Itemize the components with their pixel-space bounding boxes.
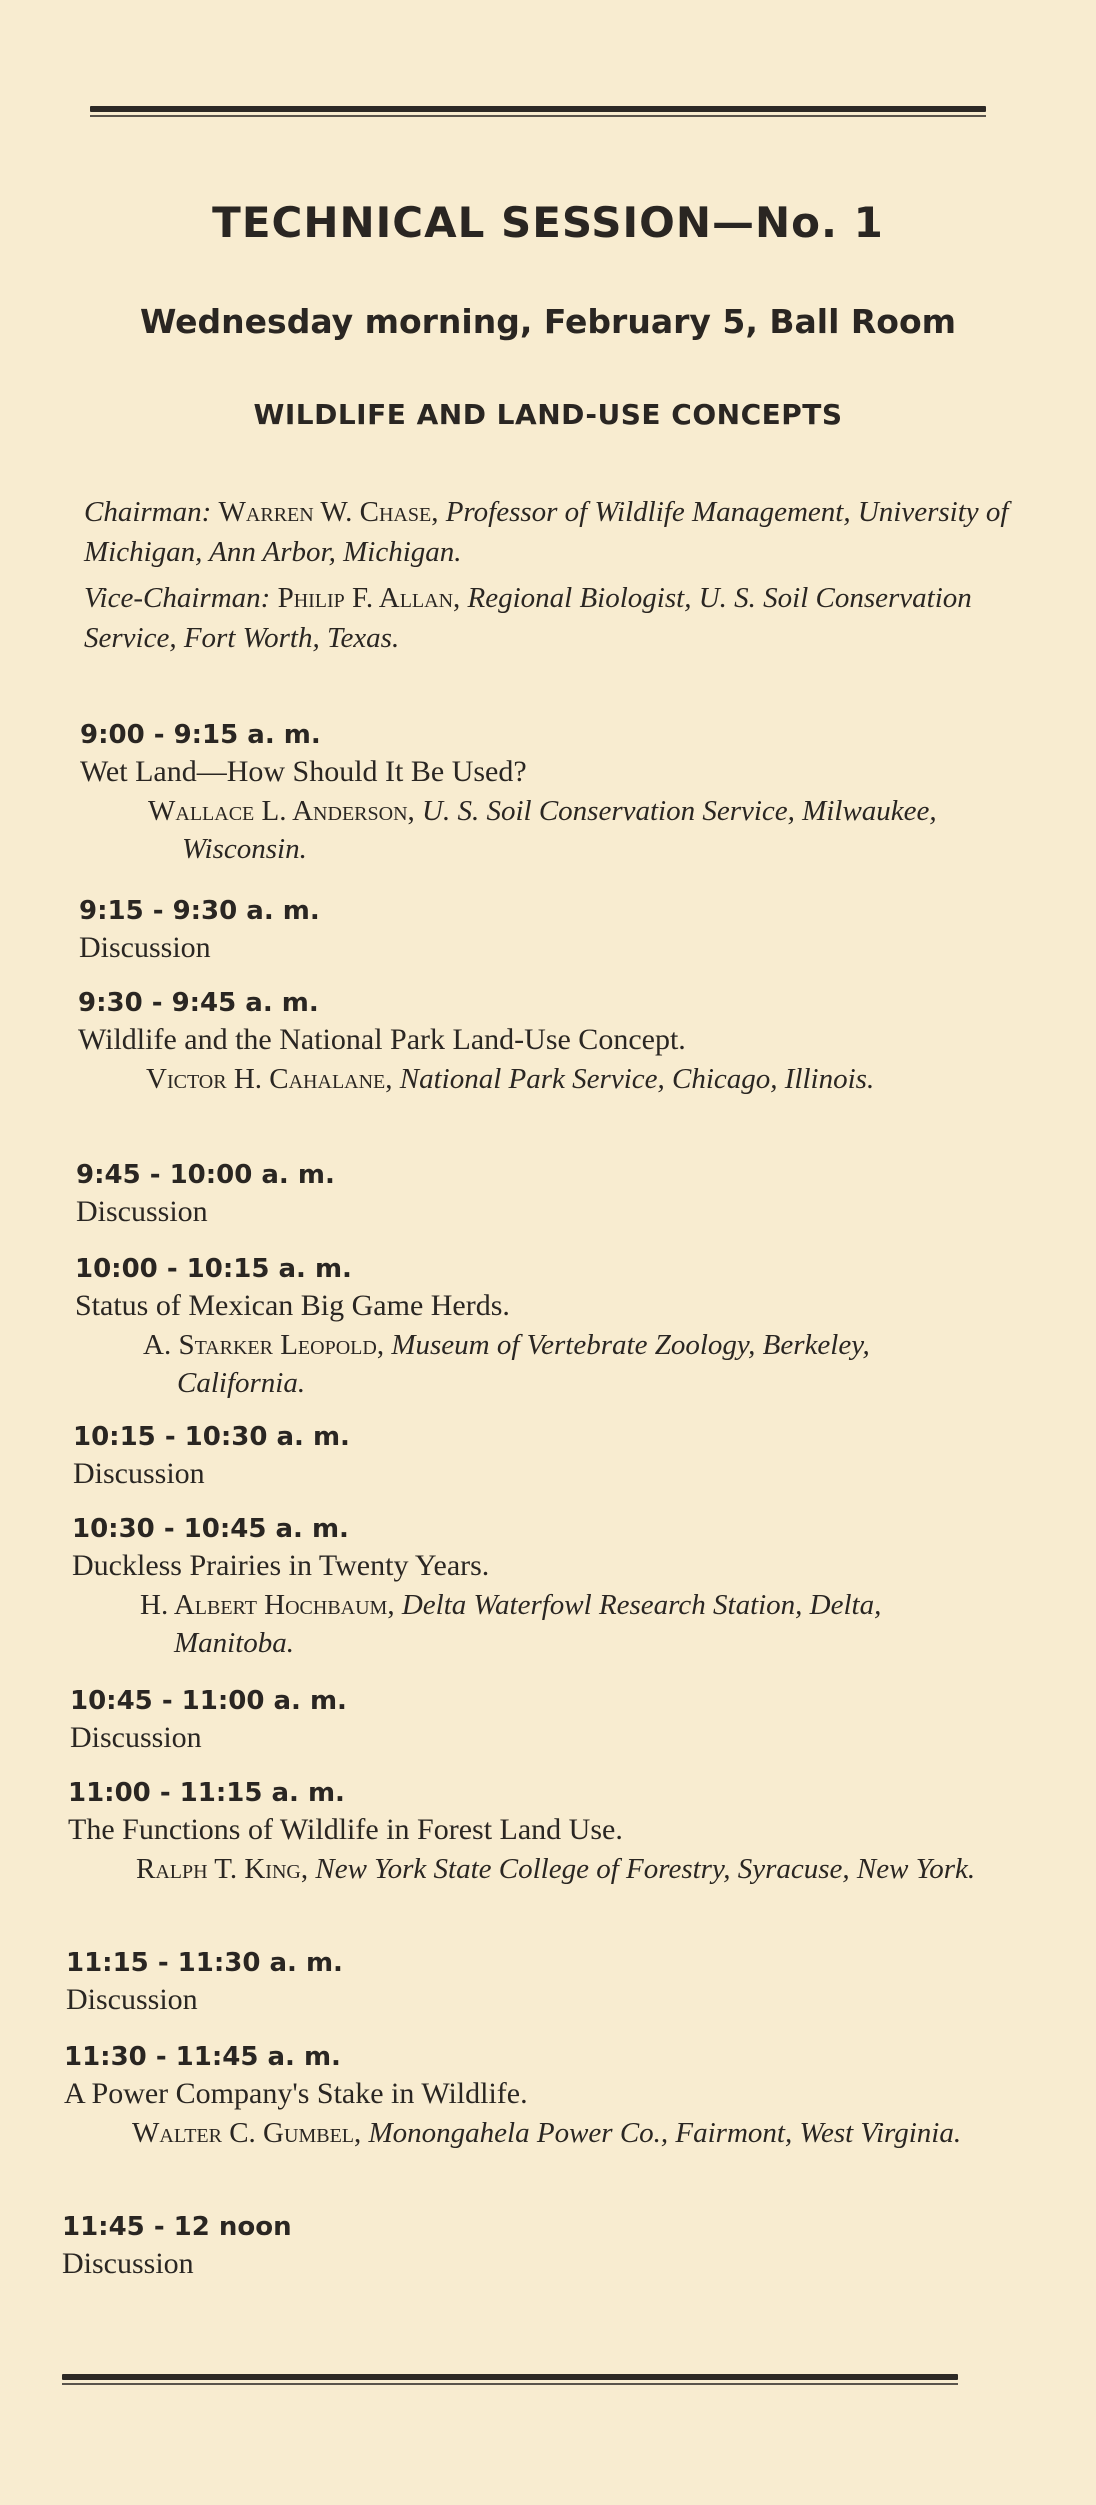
chairman-role: Chairman:	[84, 496, 212, 528]
slot-event: Discussion	[62, 2247, 194, 2280]
slot-time: 11:30 - 11:45 a. m.	[64, 2042, 341, 2072]
slot-event: Duckless Prairies in Twenty Years.	[72, 1549, 490, 1582]
vice-chairman-name: Philip F. Allan,	[277, 582, 461, 614]
vice-chairman-entry	[84, 578, 1014, 658]
speaker-name: Victor H. Cahalane,	[146, 1063, 393, 1095]
speaker-name: Ralph T. King,	[136, 1853, 309, 1885]
chairman-name: Warren W. Chase,	[218, 496, 439, 528]
speaker-affiliation: U. S. Soil Conservation Service, Milwaukee, Wisconsin.	[182, 795, 937, 865]
schedule-slot	[78, 986, 1008, 1098]
slot-time: 9:15 - 9:30 a. m.	[79, 896, 320, 926]
slot-speaker	[98, 2114, 994, 2152]
bottom-double-rule	[62, 2374, 958, 2380]
schedule-slot	[79, 894, 1009, 968]
top-double-rule	[90, 106, 986, 112]
session-topic: WILDLIFE AND LAND-USE CONCEPTS	[253, 398, 843, 431]
chairman-entry	[84, 492, 1014, 572]
schedule-slot	[76, 1158, 1006, 1232]
schedule-slot	[72, 1512, 1002, 1662]
speaker-name: Walter C. Gumbel,	[132, 2117, 362, 2149]
vice-chairman-role: Vice-Chairman:	[84, 582, 271, 614]
chairman-affiliation: Professor of Wildlife Management, University of Michigan, Ann Arbor, Michigan.	[84, 496, 1009, 568]
schedule-slot	[62, 2210, 992, 2284]
slot-time: 10:45 - 11:00 a. m.	[70, 1686, 347, 1716]
schedule-slot	[80, 718, 1010, 868]
slot-speaker	[112, 1060, 1008, 1098]
schedule-slot	[64, 2040, 994, 2152]
slot-event: Discussion	[66, 1983, 198, 2016]
slot-event: Wet Land—How Should It Be Used?	[80, 755, 527, 788]
schedule-slot	[66, 1946, 996, 2020]
slot-speaker	[106, 1586, 1002, 1662]
slot-time: 9:30 - 9:45 a. m.	[78, 988, 319, 1018]
speaker-affiliation: Museum of Vertebrate Zoology, Berkeley, California.	[177, 1329, 870, 1399]
speaker-affiliation: Delta Waterfowl Research Station, Delta, Manitoba.	[174, 1589, 882, 1659]
slot-time: 9:00 - 9:15 a. m.	[80, 720, 321, 750]
slot-speaker	[109, 1326, 1005, 1402]
speaker-name: Wallace L. Anderson,	[148, 795, 415, 827]
speaker-affiliation: Monongahela Power Co., Fairmont, West Virginia.	[368, 2117, 962, 2149]
schedule-slot	[68, 1776, 998, 1888]
slot-event: Discussion	[73, 1457, 205, 1490]
vice-chairman-affiliation: Regional Biologist, U. S. Soil Conservation Service, Fort Worth, Texas.	[84, 582, 972, 654]
slot-time: 10:15 - 10:30 a. m.	[73, 1422, 350, 1452]
schedule-slot	[70, 1684, 1000, 1758]
session-title: TECHNICAL SESSION—No. 1	[212, 198, 884, 247]
slot-time: 10:00 - 10:15 a. m.	[75, 1254, 352, 1284]
slot-event: Wildlife and the National Park Land-Use Concept.	[78, 1023, 686, 1056]
session-subtitle: Wednesday morning, February 5, Ball Room	[139, 302, 957, 341]
speaker-name: A. Starker Leopold,	[143, 1329, 385, 1361]
slot-time: 10:30 - 10:45 a. m.	[72, 1514, 349, 1544]
slot-speaker	[102, 1850, 998, 1888]
slot-time: 9:45 - 10:00 a. m.	[76, 1160, 335, 1190]
slot-event: The Functions of Wildlife in Forest Land Use.	[68, 1813, 623, 1846]
slot-speaker	[114, 792, 1010, 868]
schedule-slot	[73, 1420, 1003, 1494]
speaker-affiliation: National Park Service, Chicago, Illinois.	[399, 1063, 875, 1095]
slot-event: Discussion	[76, 1195, 208, 1228]
slot-event: Discussion	[70, 1721, 202, 1754]
speaker-name: H. Albert Hochbaum,	[140, 1589, 395, 1621]
speaker-affiliation: New York State College of Forestry, Syracuse, New York.	[315, 1853, 976, 1885]
slot-time: 11:15 - 11:30 a. m.	[66, 1948, 343, 1978]
slot-time: 11:45 - 12 noon	[62, 2212, 292, 2242]
slot-event: Status of Mexican Big Game Herds.	[75, 1289, 510, 1322]
slot-event: A Power Company's Stake in Wildlife.	[64, 2077, 528, 2110]
schedule-slot	[75, 1252, 1005, 1402]
slot-time: 11:00 - 11:15 a. m.	[68, 1778, 345, 1808]
slot-event: Discussion	[79, 931, 211, 964]
